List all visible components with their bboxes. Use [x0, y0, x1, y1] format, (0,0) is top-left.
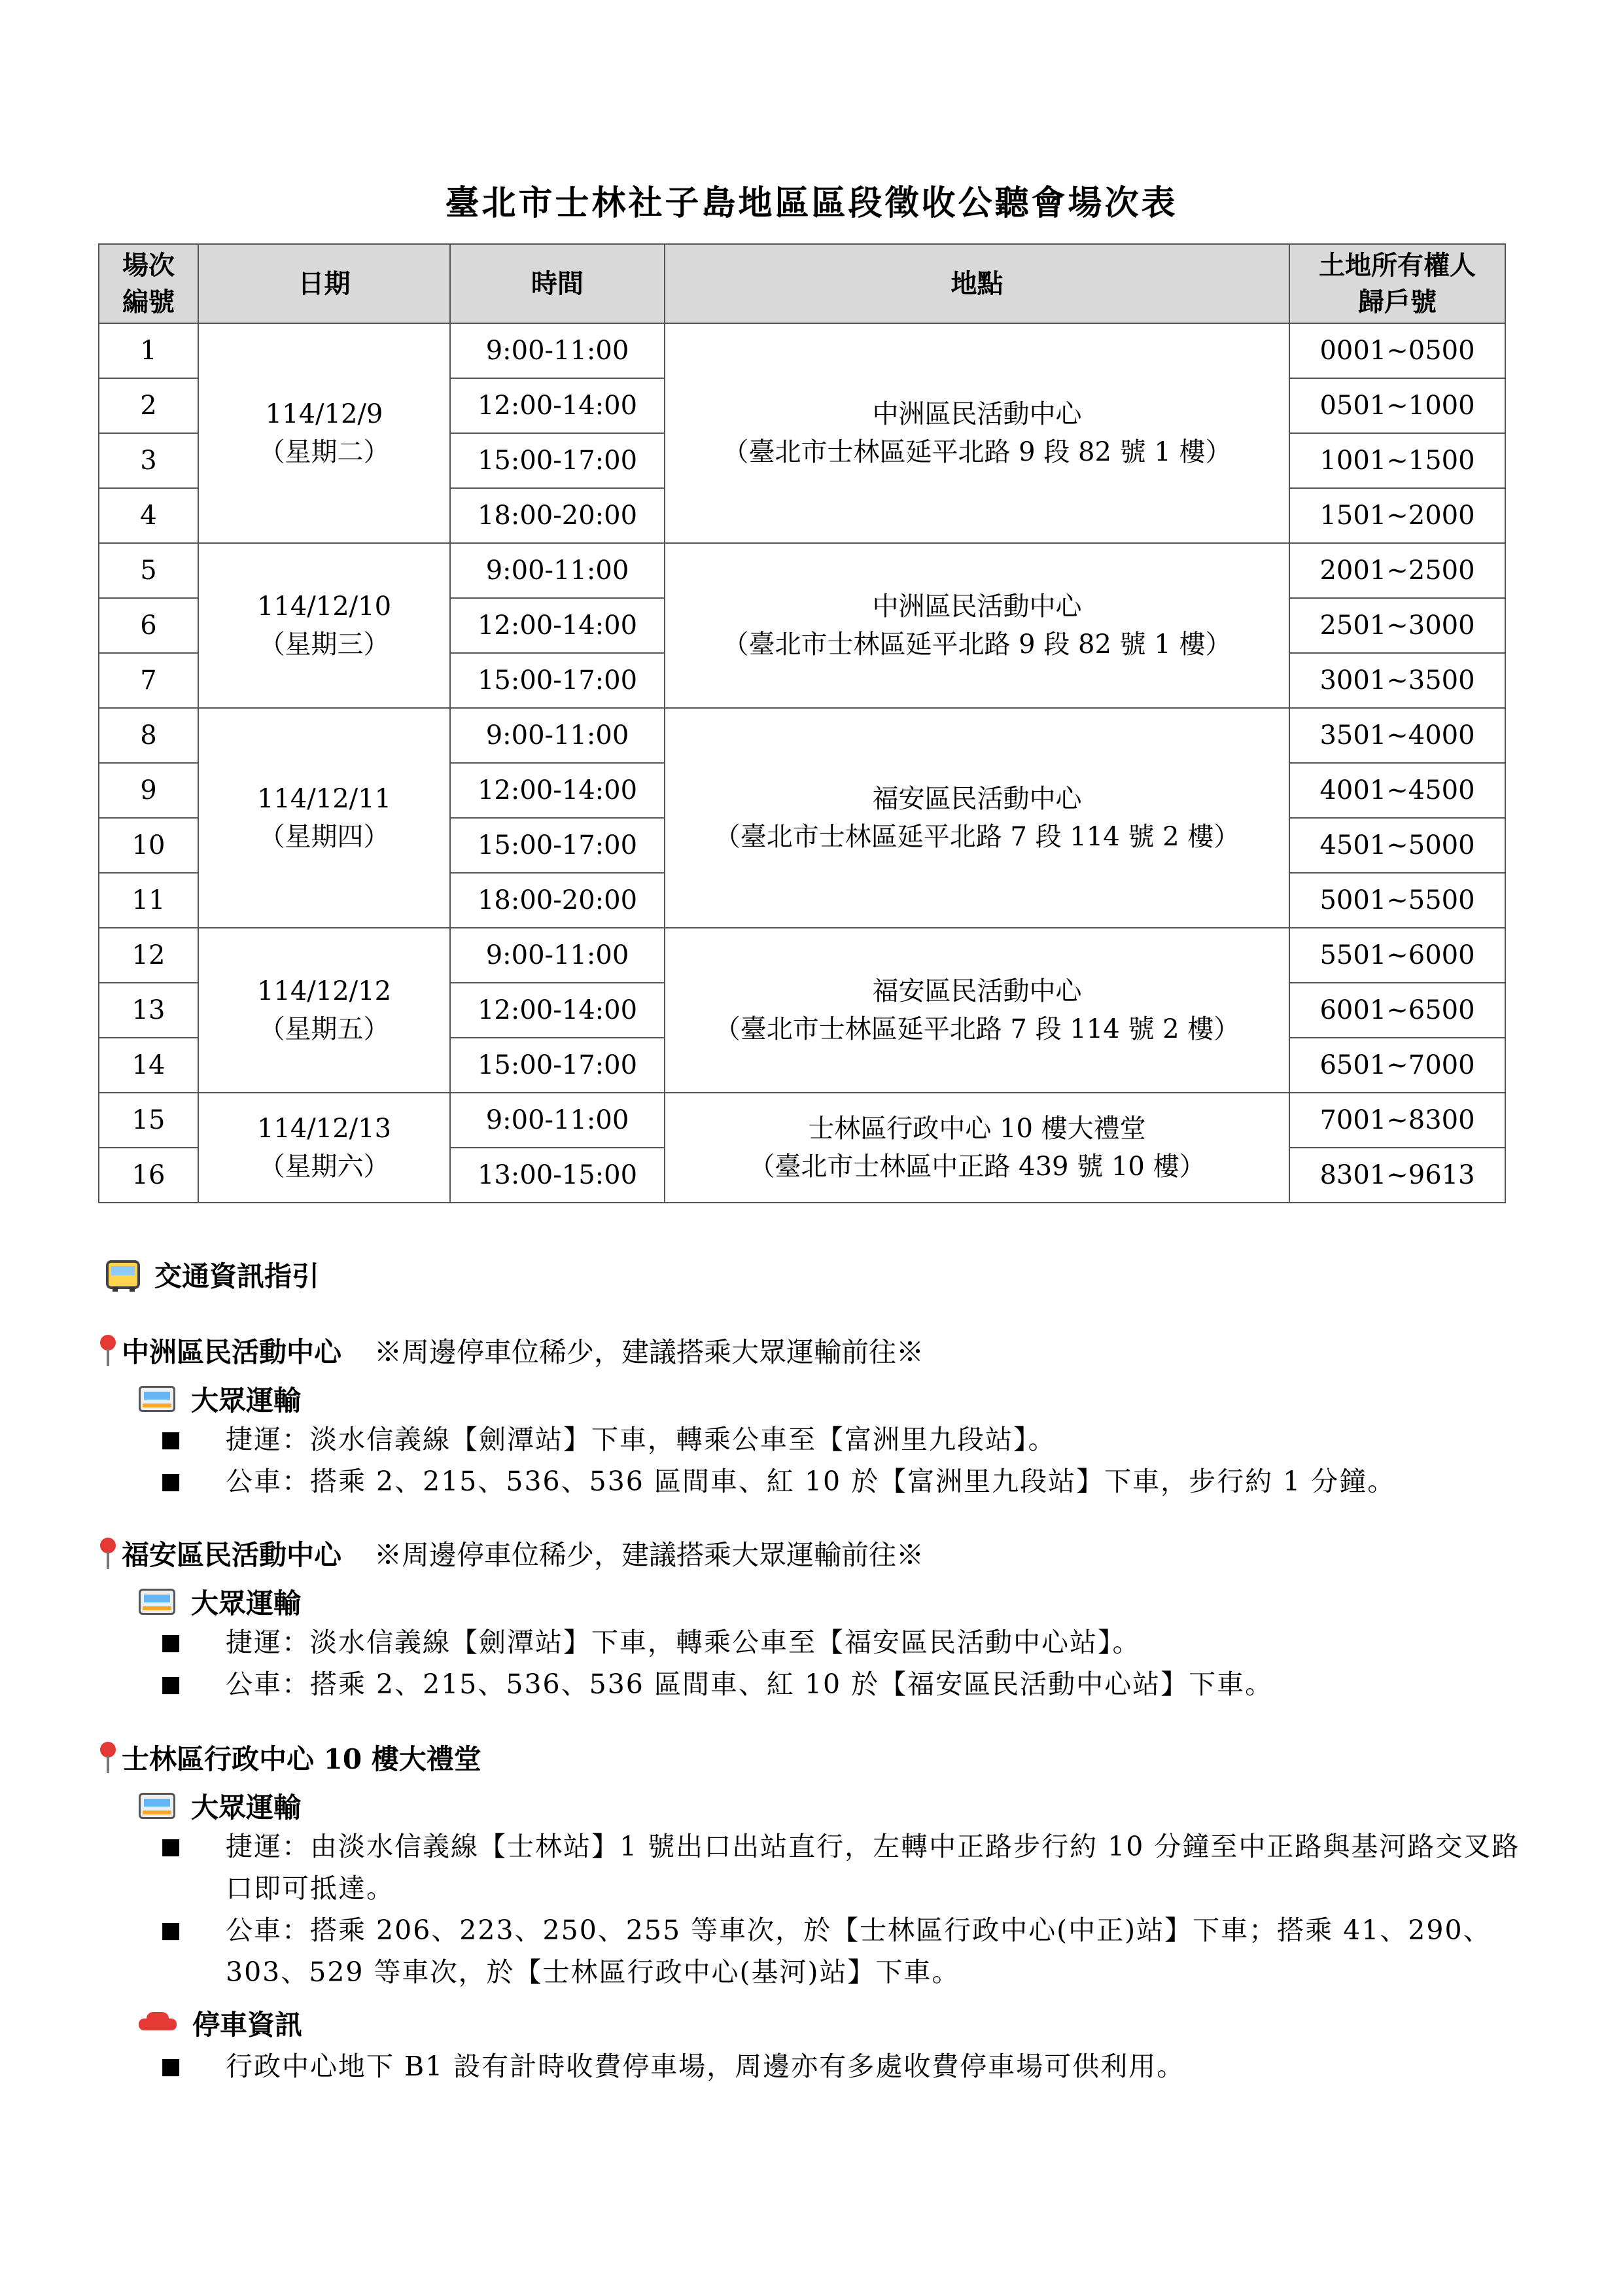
venue-address: （臺北市士林區延平北路 7 段 114 號 2 樓） [714, 1014, 1240, 1044]
session-no-cell: 13 [99, 983, 198, 1038]
table-row [99, 928, 1505, 983]
round-pushpin-icon [98, 1742, 118, 1773]
bus-icon [106, 1260, 140, 1289]
subheading-text: 大眾運輸 [191, 1587, 302, 1619]
owner-range-cell: 0001~0500 [1289, 323, 1505, 378]
owner-range-cell: 6001~6500 [1289, 983, 1505, 1038]
owner-range-cell: 3001~3500 [1289, 653, 1505, 708]
weekday-value: （星期六） [258, 1152, 390, 1182]
time-cell: 15:00-17:00 [450, 1038, 665, 1093]
date-cell [198, 1093, 450, 1203]
session-no-cell: 10 [99, 818, 198, 873]
bullet-square-icon: ■ [160, 2053, 182, 2079]
time-cell: 13:00-15:00 [450, 1148, 665, 1203]
bullet-square-icon: ■ [160, 1629, 182, 1655]
session-no-cell: 11 [99, 873, 198, 928]
round-pushpin-icon [98, 1538, 118, 1569]
list-item [160, 1460, 1534, 1502]
venue-address: （臺北市士林區中正路 439 號 10 樓） [748, 1152, 1206, 1182]
location-cell [665, 543, 1289, 708]
table-header-row [99, 244, 1505, 323]
location-cell [665, 1093, 1289, 1203]
date-cell [198, 928, 450, 1093]
owner-range-cell: 6501~7000 [1289, 1038, 1505, 1093]
header-session-no: 場次 編號 [99, 244, 198, 323]
list-item-text: 捷運：由淡水信義線【士林站】1 號出口出站直行，左轉中正路步行約 10 分鐘至中正路與基河路交叉路口即可抵達。 [226, 1831, 1520, 1904]
venue-address: （臺北市士林區延平北路 7 段 114 號 2 樓） [714, 822, 1240, 852]
venue-name: 士林區行政中心 10 樓大禮堂 [808, 1114, 1146, 1144]
table-row [99, 323, 1505, 378]
owner-range-cell: 8301~9613 [1289, 1148, 1505, 1203]
session-no-cell: 6 [99, 598, 198, 653]
venue-name: 福安區民活動中心 [872, 784, 1082, 814]
session-no-cell: 15 [99, 1093, 198, 1148]
session-no-cell: 7 [99, 653, 198, 708]
time-cell: 12:00-14:00 [450, 378, 665, 433]
table-row [99, 1093, 1505, 1148]
location-note: ※周邊停車位稀少，建議搭乘大眾運輸前往※ [374, 1539, 924, 1571]
location-zhongzhou [98, 1331, 924, 1370]
owner-range-cell: 5001~5500 [1289, 873, 1505, 928]
location-note: ※周邊停車位稀少，建議搭乘大眾運輸前往※ [374, 1336, 924, 1368]
time-cell: 9:00-11:00 [450, 543, 665, 598]
header-location: 地點 [665, 244, 1289, 323]
session-no-cell: 16 [99, 1148, 198, 1203]
location-cell [665, 708, 1289, 928]
owner-range-cell: 4001~4500 [1289, 763, 1505, 818]
tram-icon [139, 1589, 175, 1615]
car-icon [139, 2012, 177, 2034]
tram-icon [139, 1386, 175, 1412]
date-cell [198, 708, 450, 928]
session-no-cell: 9 [99, 763, 198, 818]
time-cell: 12:00-14:00 [450, 763, 665, 818]
transit-subheading [139, 1786, 301, 1826]
list-item-text: 捷運：淡水信義線【劍潭站】下車，轉乘公車至【富洲里九段站】。 [226, 1424, 1056, 1455]
list-item-text: 公車：搭乘 206、223、250、255 等車次，於【士林區行政中心(中正)站】下車；搭乘 41、290、303、529 等車次，於【士林區行政中心(基河)站】下車。 [226, 1915, 1492, 1988]
session-no-cell: 2 [99, 378, 198, 433]
time-cell: 9:00-11:00 [450, 323, 665, 378]
venue-name: 中洲區民活動中心 [872, 399, 1082, 429]
header-date: 日期 [198, 244, 450, 323]
time-cell: 9:00-11:00 [450, 928, 665, 983]
guide-heading-text: 交通資訊指引 [154, 1260, 320, 1292]
time-cell: 15:00-17:00 [450, 818, 665, 873]
header-time: 時間 [450, 244, 665, 323]
venue-name: 中洲區民活動中心 [872, 592, 1082, 622]
time-cell: 9:00-11:00 [450, 708, 665, 763]
owner-range-cell: 0501~1000 [1289, 378, 1505, 433]
time-cell: 9:00-11:00 [450, 1093, 665, 1148]
weekday-value: （星期五） [258, 1014, 390, 1044]
date-value: 114/12/9 [265, 399, 383, 429]
bullet-square-icon: ■ [160, 1671, 182, 1697]
date-value: 114/12/12 [256, 976, 392, 1006]
list-item [160, 1909, 1534, 1993]
venue-address: （臺北市士林區延平北路 9 段 82 號 1 樓） [722, 437, 1232, 467]
time-cell: 12:00-14:00 [450, 598, 665, 653]
session-no-cell: 1 [99, 323, 198, 378]
time-cell: 18:00-20:00 [450, 488, 665, 543]
header-owner-range: 土地所有權人 歸戶號 [1289, 244, 1505, 323]
session-no-cell: 8 [99, 708, 198, 763]
table-row [99, 543, 1505, 598]
owner-range-cell: 1001~1500 [1289, 433, 1505, 488]
weekday-value: （星期四） [258, 822, 390, 852]
owner-range-cell: 2001~2500 [1289, 543, 1505, 598]
time-cell: 15:00-17:00 [450, 433, 665, 488]
list-item [160, 1826, 1534, 1909]
location-cell [665, 323, 1289, 543]
list-item-text: 行政中心地下 B1 設有計時收費停車場，周邊亦有多處收費停車場可供利用。 [226, 2051, 1185, 2082]
location-shilin-admin-center [98, 1738, 514, 1777]
list-item-text: 公車：搭乘 2、215、536、536 區間車、紅 10 於【富洲里九段站】下車，步行約 1 分鐘。 [226, 1466, 1396, 1497]
date-cell [198, 323, 450, 543]
list-item [160, 1419, 1534, 1460]
list-item-text: 公車：搭乘 2、215、536、536 區間車、紅 10 於【福安區民活動中心站】下車。 [226, 1669, 1274, 1700]
time-cell: 12:00-14:00 [450, 983, 665, 1038]
venue-address: （臺北市士林區延平北路 9 段 82 號 1 樓） [722, 629, 1232, 660]
bullet-square-icon: ■ [160, 1468, 182, 1494]
owner-range-cell: 5501~6000 [1289, 928, 1505, 983]
parking-subheading [139, 2004, 302, 2043]
date-value: 114/12/13 [256, 1114, 392, 1144]
subheading-text: 停車資訊 [192, 2009, 303, 2041]
time-cell: 18:00-20:00 [450, 873, 665, 928]
date-value: 114/12/11 [256, 784, 392, 814]
session-no-cell: 3 [99, 433, 198, 488]
weekday-value: （星期三） [258, 629, 390, 660]
owner-range-cell: 4501~5000 [1289, 818, 1505, 873]
time-cell: 15:00-17:00 [450, 653, 665, 708]
bullet-square-icon: ■ [160, 1833, 182, 1860]
list-item [160, 2045, 1534, 2087]
table-row [99, 708, 1505, 763]
owner-range-cell: 2501~3000 [1289, 598, 1505, 653]
guide-heading [106, 1255, 319, 1294]
venue-name: 福安區民活動中心 [872, 976, 1082, 1006]
list-item [160, 1663, 1534, 1705]
bullet-square-icon: ■ [160, 1426, 182, 1453]
page-title: 臺北市士林社子島地區區段徵收公聽會場次表 [445, 183, 1178, 223]
location-name: 中洲區民活動中心 [122, 1336, 342, 1368]
date-value: 114/12/10 [256, 592, 392, 622]
owner-range-cell: 1501~2000 [1289, 488, 1505, 543]
owner-range-cell: 7001~8300 [1289, 1093, 1505, 1148]
subheading-text: 大眾運輸 [191, 1792, 302, 1824]
bullet-square-icon: ■ [160, 1917, 182, 1943]
schedule-table [98, 243, 1506, 1203]
owner-range-cell: 3501~4000 [1289, 708, 1505, 763]
subheading-text: 大眾運輸 [191, 1385, 302, 1417]
location-name: 福安區民活動中心 [122, 1539, 342, 1571]
list-item [160, 1621, 1534, 1663]
weekday-value: （星期二） [258, 437, 390, 467]
list-item-text: 捷運：淡水信義線【劍潭站】下車，轉乘公車至【福安區民活動中心站】。 [226, 1627, 1141, 1658]
date-cell [198, 543, 450, 708]
location-cell [665, 928, 1289, 1093]
session-no-cell: 5 [99, 543, 198, 598]
round-pushpin-icon [98, 1335, 118, 1366]
session-no-cell: 14 [99, 1038, 198, 1093]
location-name: 士林區行政中心 10 樓大禮堂 [122, 1743, 481, 1775]
session-no-cell: 4 [99, 488, 198, 543]
transit-subheading [139, 1582, 301, 1621]
session-no-cell: 12 [99, 928, 198, 983]
tram-icon [139, 1793, 175, 1819]
location-fuan [98, 1534, 924, 1573]
transit-subheading [139, 1379, 301, 1419]
